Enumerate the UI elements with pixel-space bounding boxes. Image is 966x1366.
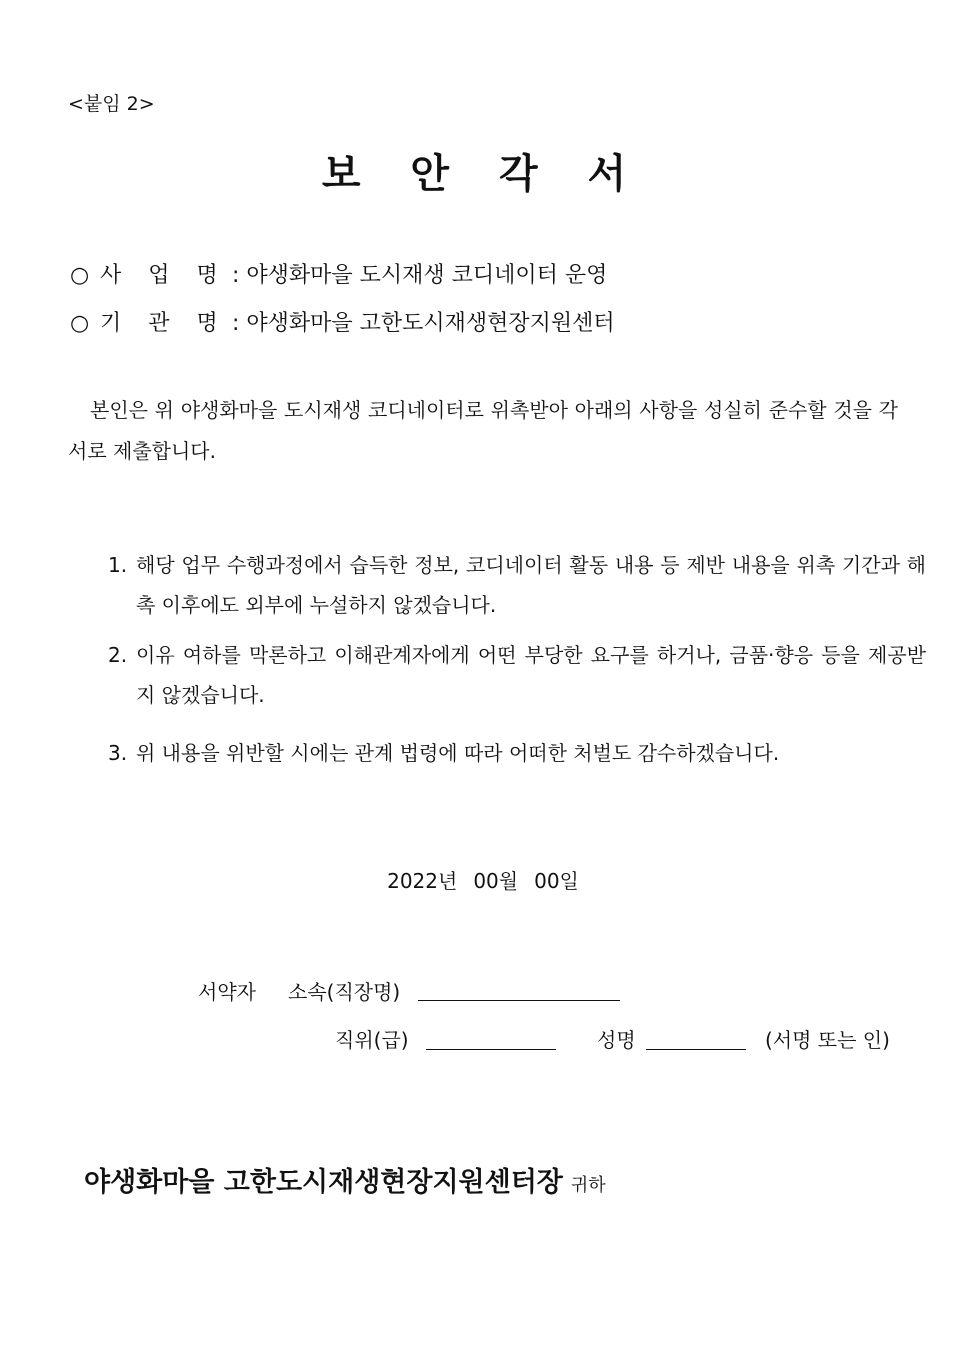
date-month: 00월 (473, 869, 519, 893)
addressee-suffix: 귀하 (570, 1175, 606, 1196)
circle-bullet: ○ (70, 311, 90, 336)
project-name-label: 사 업 명 (100, 263, 228, 288)
pledge-item-2 (108, 635, 926, 715)
item-text: 해당 업무 수행과정에서 습득한 정보, 코디네이터 활동 내용 등 제반 내용을 위촉 기간과 해촉 이후에도 외부에 누설하지 않겠습니다. (136, 553, 926, 617)
project-name-value: : 야생화마을 도시재생 코디네이터 운영 (232, 263, 608, 288)
date-day: 00일 (534, 869, 579, 893)
pledge-item-1 (108, 545, 926, 625)
item-text: 이유 여하를 막론하고 이해관계자에게 어떤 부당한 요구를 하거나, 금품·향응 등을 제공받지 않겠습니다. (136, 643, 926, 707)
addressee-name: 야생화마을 고한도시재생현장지원센터장 (84, 1167, 563, 1198)
item-text: 위 내용을 위반할 시에는 관계 법령에 따라 어떠한 처벌도 감수하겠습니다. (136, 741, 780, 765)
organization-name-row (70, 306, 615, 337)
name-label: 성명 (597, 1028, 636, 1052)
organization-name-value: : 야생화마을 고한도시재생현장지원센터 (232, 311, 615, 336)
item-number: 2. (108, 643, 128, 667)
circle-bullet: ○ (70, 263, 90, 288)
organization-name-label: 기 관 명 (100, 311, 228, 336)
seal-note: (서명 또는 인) (765, 1028, 890, 1052)
project-name-row (70, 258, 607, 289)
date-line (0, 865, 966, 894)
addressee (84, 1160, 606, 1199)
signer-label: 서약자 (198, 980, 256, 1004)
item-number: 3. (108, 741, 128, 765)
document-title: 보 안 각 서 (321, 151, 645, 197)
pledge-item-3 (108, 733, 926, 773)
name-blank[interactable] (646, 1049, 746, 1050)
position-blank[interactable] (426, 1049, 556, 1050)
attachment-label: <붙임 2> (68, 93, 155, 115)
date-year: 2022년 (387, 869, 458, 893)
affiliation-blank[interactable] (418, 1000, 620, 1001)
intro-paragraph: 본인은 위 야생화마을 도시재생 코디네이터로 위촉받아 아래의 사항을 성실히 준수할 것을 각서로 제출합니다. (68, 398, 898, 463)
affiliation-label: 소속(직장명) (288, 980, 401, 1004)
item-number: 1. (108, 553, 128, 577)
position-label: 직위(급) (335, 1028, 409, 1052)
